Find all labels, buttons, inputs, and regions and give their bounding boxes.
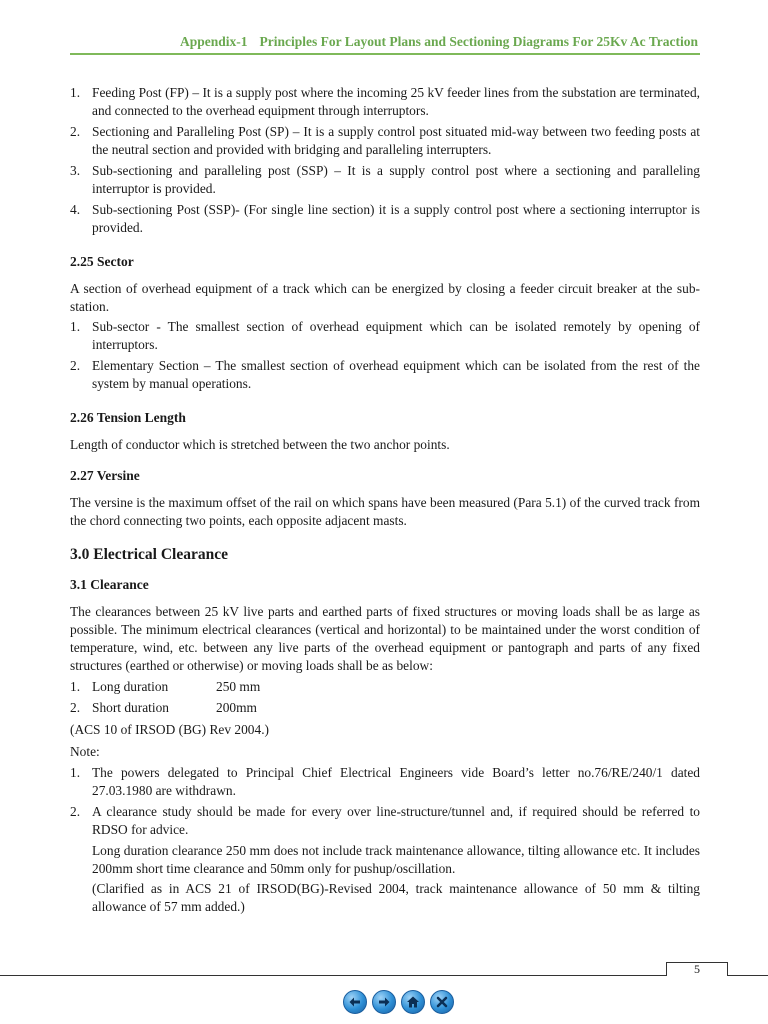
sector-list (70, 318, 700, 393)
close-button[interactable] (430, 990, 454, 1014)
acs-reference: (ACS 10 of IRSOD (BG) Rev 2004.) (70, 722, 269, 737)
note-paragraph: Long duration clearance 250 mm does not include track maintenance allowance, tilting allowance etc. It includes 200mm short time clearance and 50mm only for pushup/oscillation. (92, 843, 700, 876)
list-item: 2. Short duration 200mm (70, 700, 257, 715)
forward-arrow-icon (377, 995, 391, 1009)
section-heading-sector: 2.25 Sector (70, 254, 134, 269)
page-number: 5 (694, 962, 700, 976)
close-icon (435, 995, 449, 1009)
list-item: 1. Sub-sector - The smallest section of overhead equipment which can be isolated remotely by opening of interruptors. (70, 319, 700, 352)
duration-list (70, 678, 700, 717)
section-heading-versine: 2.27 Versine (70, 468, 140, 483)
navigation-bar (343, 990, 454, 1014)
footer-rule (0, 975, 768, 976)
section-heading-clearance: 3.1 Clearance (70, 577, 149, 592)
clearance-text: The clearances between 25 kV live parts and earthed parts of fixed structures or moving loads shall be as large as possible. The minimum electrical clearances (vertical and horizontal) to be maintained under the worst condition of temperature, wind, etc. between any live parts of the overhead equipment or pantograph and parts of any fixed structures (earthed or otherwise) or moving loads shall be as below: (70, 604, 700, 673)
header-title: Principles For Layout Plans and Sectioning Diagrams For 25Kv Ac Traction (259, 34, 698, 49)
home-icon (406, 995, 420, 1009)
notes-list (70, 764, 700, 839)
sector-intro: A section of overhead equipment of a track which can be energized by closing a feeder circuit breaker at the sub-station. (70, 281, 700, 314)
running-header (70, 34, 698, 50)
section-heading-tension-length: 2.26 Tension Length (70, 410, 186, 425)
back-arrow-icon (348, 995, 362, 1009)
header-rule (70, 53, 700, 55)
list-item: 2. Elementary Section – The smallest section of overhead equipment which can be isolated from the rest of the system by manual operations. (70, 358, 700, 391)
back-button[interactable] (343, 990, 367, 1014)
list-item: 2. A clearance study should be made for every over line-structure/tunnel and, if required should be referred to RDSO for advice. (70, 804, 700, 837)
list-item: 1. The powers delegated to Principal Chief Electrical Engineers vide Board’s letter no.76/RE/240/1 dated 27.03.1980 are withdrawn. (70, 765, 700, 798)
note-label: Note: (70, 744, 100, 759)
list-item: 1. Feeding Post (FP) – It is a supply post where the incoming 25 kV feeder lines from the substation are terminated, and connected to the overhead equipment through interruptors. (70, 85, 700, 118)
page-number-box (666, 962, 728, 976)
header-appendix: Appendix-1 (179, 34, 248, 49)
tension-length-text: Length of conductor which is stretched between the two anchor points. (70, 437, 450, 452)
versine-text: The versine is the maximum offset of the rail on which spans have been measured (Para 5.1) of the curved track from the chord connecting two points, each opposite adjacent masts. (70, 495, 700, 528)
list-item: 2. Sectioning and Paralleling Post (SP) – It is a supply control post situated mid-way between two feeding posts at the neutral section and provided with bridging and paralleling interrupters. (70, 124, 700, 157)
post-types-list (70, 84, 700, 237)
home-button[interactable] (401, 990, 425, 1014)
page-content (70, 84, 700, 916)
section-heading-electrical-clearance: 3.0 Electrical Clearance (70, 546, 228, 563)
forward-button[interactable] (372, 990, 396, 1014)
list-item: 1. Long duration 250 mm (70, 679, 261, 694)
note-paragraph: (Clarified as in ACS 21 of IRSOD(BG)-Revised 2004, track maintenance allowance of 50 mm & tilting allowance of 57 mm added.) (92, 881, 700, 914)
list-item: 3. Sub-sectioning and paralleling post (SSP) – It is a supply control post where a sectioning and paralleling interruptor is provided. (70, 163, 700, 196)
list-item: 4. Sub-sectioning Post (SSP)- (For single line section) it is a supply control post where a sectioning interruptor is provided. (70, 202, 700, 235)
